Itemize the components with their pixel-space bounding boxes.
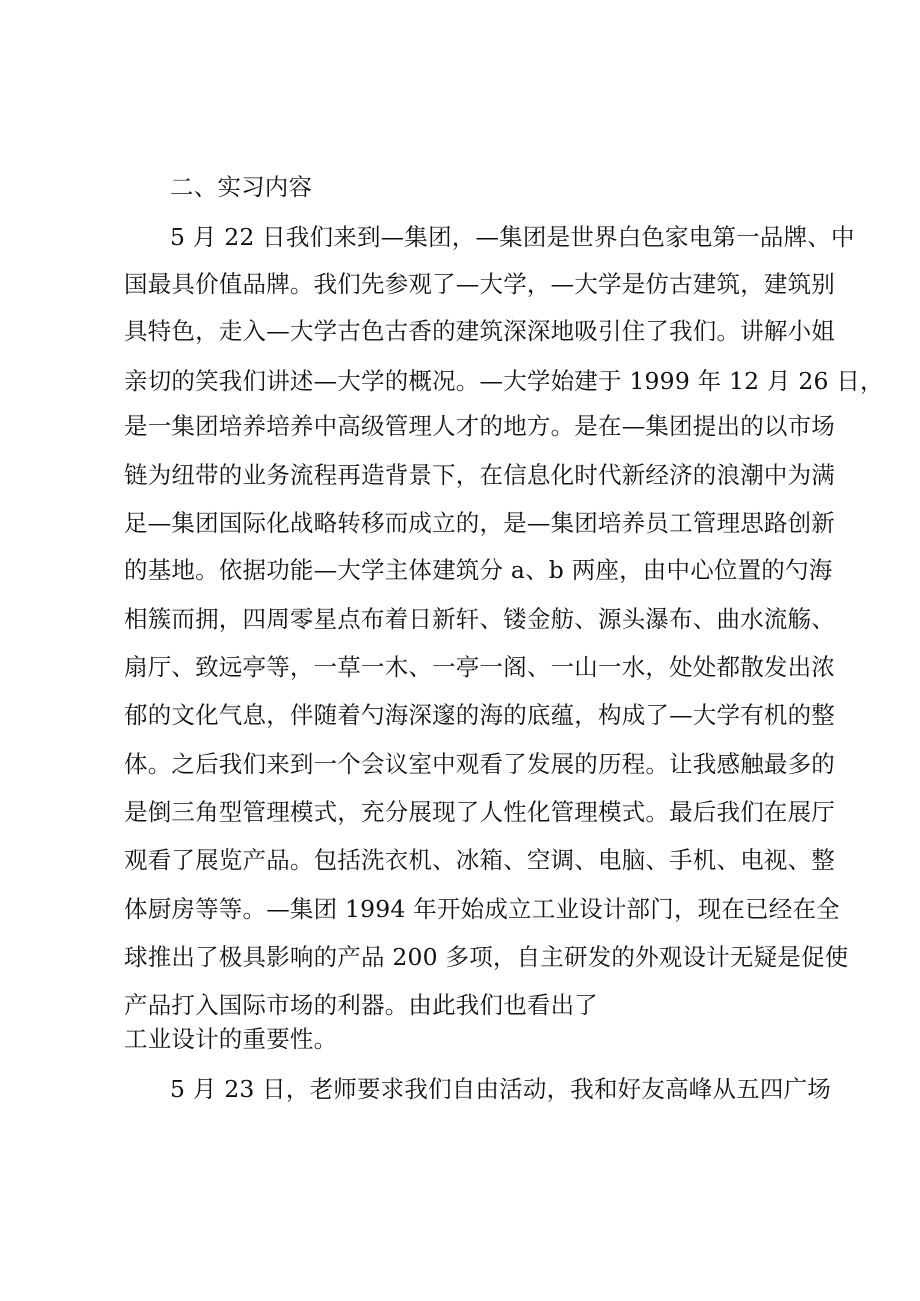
paragraph-line: 的基地。依据功能—大学主体建筑分 a、b 两座，由中心位置的勺海	[124, 556, 833, 584]
paragraph-line: 相簇而拥，四周零星点布着日新轩、镂金舫、源头瀑布、曲水流觞、	[124, 605, 835, 633]
paragraph-line: 球推出了极具影响的产品 200 多项，自主研发的外观设计无疑是促使	[124, 943, 849, 971]
paragraph-line: 链为纽带的业务流程再造背景下，在信息化时代新经济的浪潮中为满	[124, 461, 835, 489]
paragraph-line: 国最具价值品牌。我们先参观了—大学，—大学是仿古建筑，建筑别	[124, 270, 835, 298]
paragraph-line: 观看了展览产品。包括洗衣机、冰箱、空调、电脑、手机、电视、整	[124, 846, 835, 874]
paragraph-line: 是一集团培养培养中高级管理人才的地方。是在—集团提出的以市场	[124, 412, 835, 440]
paragraph-line: 体厨房等等。—集团 1994 年开始成立工业设计部门，现在已经在全	[124, 895, 840, 923]
paragraph-line: 产品打入国际市场的利器。由此我们也看出了	[124, 991, 598, 1019]
paragraph-line: 亲切的笑我们讲述—大学的概况。—大学始建于 1999 年 12 月 26 日，	[124, 367, 884, 395]
paragraph-line: 体。之后我们来到一个会议室中观看了发展的历程。让我感触最多的	[124, 750, 835, 778]
paragraph-line: 工业设计的重要性。	[124, 1025, 338, 1053]
paragraph-line: 具特色，走入—大学古色古香的建筑深深地吸引住了我们。讲解小姐	[124, 317, 835, 345]
section-heading: 二、实习内容	[170, 173, 313, 201]
paragraph-line: 5 月 22 日我们来到—集团，—集团是世界白色家电第一品牌、中	[170, 223, 855, 251]
paragraph-line: 足—集团国际化战略转移而成立的，是—集团培养员工管理思路创新	[124, 509, 835, 537]
paragraph-line: 是倒三角型管理模式，充分展现了人性化管理模式。最后我们在展厅	[124, 798, 835, 826]
paragraph-line: 5 月 23 日，老师要求我们自由活动，我和好友高峰从五四广场	[170, 1075, 831, 1103]
paragraph-line: 扇厅、致远亭等，一草一木、一亭一阁、一山一水，处处都散发出浓	[124, 653, 835, 681]
paragraph-line: 郁的文化气息，伴随着勺海深邃的海的底蕴，构成了—大学有机的整	[124, 701, 835, 729]
